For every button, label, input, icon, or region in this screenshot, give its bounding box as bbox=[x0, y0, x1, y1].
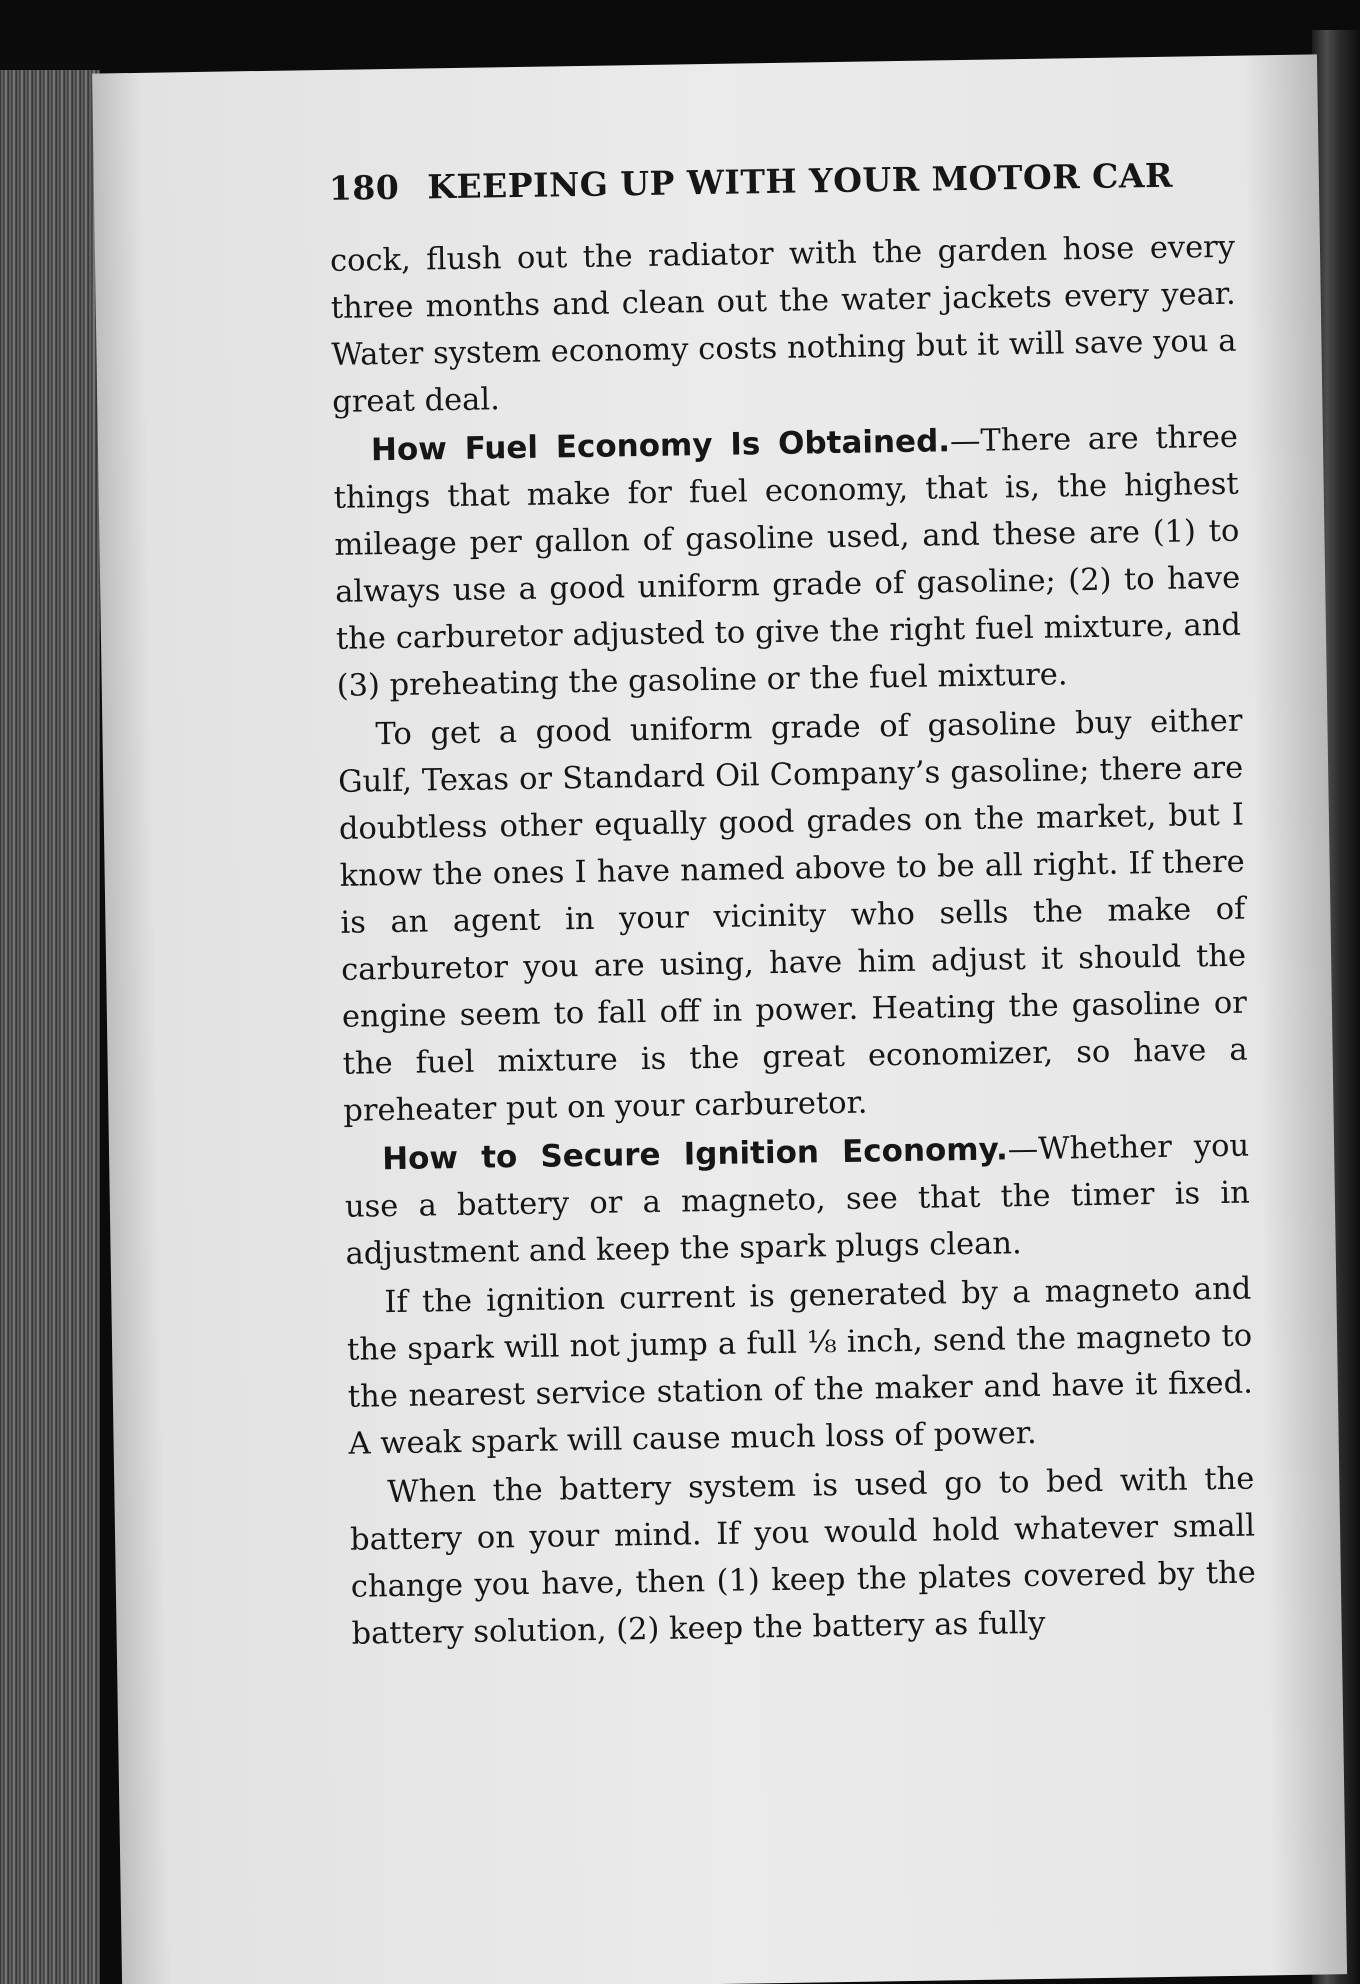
page-sheet bbox=[92, 54, 1347, 1984]
paragraph-1 bbox=[330, 224, 1238, 426]
paragraph-1-text: cock, flush out the radiator with the garden hose every three months and clean out the water jackets every year. Water system economy costs nothing but it will save you a great deal. bbox=[329, 229, 1237, 420]
paragraph-4 bbox=[344, 1123, 1251, 1278]
page-content bbox=[329, 151, 1257, 1660]
paragraph-3-text: To get a good uniform grade of gasoline buy either Gulf, Texas or Standard Oil Company’s gasoline; there are doubtless other equally good grades on the market, but I know the ones I have named above to be all right. If there is an agent in your vicinity who sells the make of carburetor you are using, have him adjust it should the engine seem to fall off in power. Heating the gasoline or the fuel mixture is the great economizer, so have a preheater put on your carburetor. bbox=[337, 703, 1248, 1129]
paragraph-3 bbox=[337, 698, 1249, 1135]
paragraph-2 bbox=[333, 414, 1242, 710]
paragraph-5 bbox=[346, 1266, 1254, 1468]
page-number: 180 bbox=[328, 167, 400, 208]
paragraph-6 bbox=[349, 1456, 1257, 1658]
running-head bbox=[329, 151, 1235, 212]
paragraph-2-text: —There are three things that make for fuel economy, that is, the highest mileage per gallon of gasoline used, and these are (1) to always use a good uniform grade of gasoline; (2) to have the carburetor adjusted to give the right fuel mixture, and (3) preheating the gasoline or the fuel mixture. bbox=[333, 419, 1242, 704]
paragraph-6-text: When the battery system is used go to bed with the battery on your mind. If you would hold whatever small change you have, then (1) keep the plates covered by the battery solution, (2) keep the battery as fully bbox=[349, 1461, 1257, 1652]
running-title: KEEPING UP WITH YOUR MOTOR CAR bbox=[426, 155, 1174, 207]
paragraph-5-text: If the ignition current is generated by a magneto and the spark will not jump a full ⅛ inch, send the magneto to the nearest service station of the maker and have it fixed. A weak spark will cause much loss of power. bbox=[346, 1271, 1254, 1462]
paragraph-4-text: —Whether you use a battery or a magneto, see that the timer is in adjustment and keep the spark plugs clean. bbox=[344, 1128, 1251, 1272]
book-page-edges bbox=[0, 70, 100, 1984]
section-heading-ignition-economy: How to Secure Ignition Economy. bbox=[381, 1131, 1008, 1178]
section-heading-fuel-economy: How Fuel Economy Is Obtained. bbox=[370, 423, 951, 469]
